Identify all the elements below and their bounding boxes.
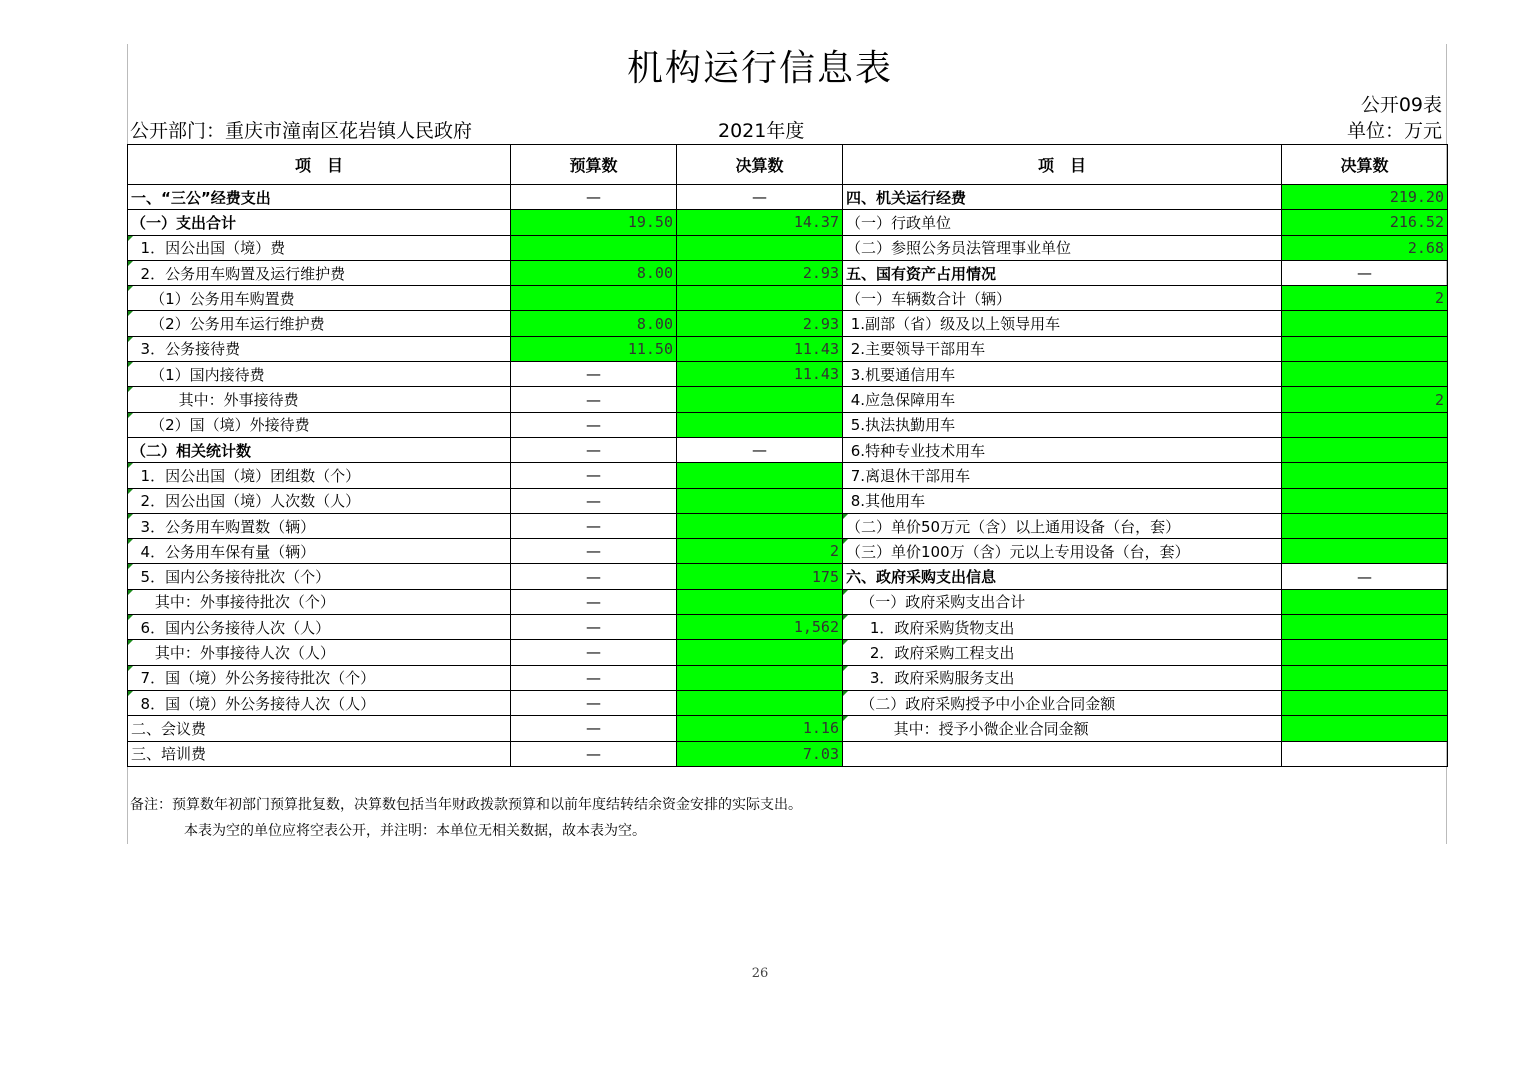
row-final-right: [1282, 615, 1448, 640]
row-item-right: 1．政府采购货物支出: [843, 615, 1282, 640]
table-row: [128, 387, 1448, 412]
row-final-right: [1282, 412, 1448, 437]
row-item-right: 4.应急保障用车: [843, 387, 1282, 412]
row-item-left: （2）国（境）外接待费: [128, 412, 511, 437]
row-final-right: 2: [1282, 387, 1448, 412]
table-row: [128, 716, 1448, 741]
row-final-left: 14.37: [677, 210, 843, 235]
row-final-left: [677, 463, 843, 488]
row-final-left: [677, 589, 843, 614]
row-item-right: 8.其他用车: [843, 488, 1282, 513]
row-final-right: 219.20: [1282, 185, 1448, 210]
row-final-right: —: [1282, 260, 1448, 285]
row-item-left: 3．公务用车购置数（辆）: [128, 513, 511, 538]
row-item-right: 其中：授予小微企业合同金额: [843, 716, 1282, 741]
row-budget: [511, 286, 677, 311]
table-row: [128, 437, 1448, 462]
row-item-left: 5．国内公务接待批次（个）: [128, 564, 511, 589]
row-final-right: 2.68: [1282, 235, 1448, 260]
row-budget: —: [511, 564, 677, 589]
row-final-right: 216.52: [1282, 210, 1448, 235]
row-item-right: （一）行政单位: [843, 210, 1282, 235]
row-budget: —: [511, 640, 677, 665]
table-row: [128, 185, 1448, 210]
row-final-right: [1282, 589, 1448, 614]
row-budget: —: [511, 615, 677, 640]
row-final-right: [1282, 690, 1448, 715]
row-budget: —: [511, 665, 677, 690]
row-item-left: 其中：外事接待批次（个）: [128, 589, 511, 614]
table-row: [128, 311, 1448, 336]
row-item-left: 1．因公出国（境）团组数（个）: [128, 463, 511, 488]
department-label: 公开部门：重庆市潼南区花岩镇人民政府: [130, 120, 473, 142]
row-budget: [511, 235, 677, 260]
table-row: [128, 336, 1448, 361]
row-final-right: [1282, 463, 1448, 488]
row-final-right: [1282, 336, 1448, 361]
row-budget: 11.50: [511, 336, 677, 361]
header-item-left: 项 目: [128, 145, 511, 185]
table-row: [128, 690, 1448, 715]
row-item-right: （二）单价50万元（含）以上通用设备（台，套）: [843, 513, 1282, 538]
row-budget: —: [511, 488, 677, 513]
row-item-right: 3.机要通信用车: [843, 362, 1282, 387]
year-label: 2021年度: [718, 120, 805, 142]
table-code: 公开09表: [1360, 94, 1442, 116]
row-item-left: 6．国内公务接待人次（人）: [128, 615, 511, 640]
row-item-left: 3．公务接待费: [128, 336, 511, 361]
row-item-right: 3．政府采购服务支出: [843, 665, 1282, 690]
row-item-right: 六、政府采购支出信息: [843, 564, 1282, 589]
header-item-right: 项 目: [843, 145, 1282, 185]
row-final-left: [677, 640, 843, 665]
row-final-right: [1282, 311, 1448, 336]
table-row: [128, 488, 1448, 513]
row-final-right: —: [1282, 564, 1448, 589]
row-budget: —: [511, 589, 677, 614]
row-item-right: （二）政府采购授予中小企业合同金额: [843, 690, 1282, 715]
row-budget: —: [511, 716, 677, 741]
row-item-left: 1．因公出国（境）费: [128, 235, 511, 260]
row-budget: —: [511, 741, 677, 766]
row-item-right: 四、机关运行经费: [843, 185, 1282, 210]
table-row: [128, 564, 1448, 589]
row-final-left: [677, 286, 843, 311]
row-final-left: 1.16: [677, 716, 843, 741]
row-budget: 8.00: [511, 260, 677, 285]
table-row: [128, 412, 1448, 437]
row-item-left: 2．公务用车购置及运行维护费: [128, 260, 511, 285]
note-1: 备注：预算数年初部门预算批复数，决算数包括当年财政拨款预算和以前年度结转结余资金安排的实际支出。: [130, 797, 802, 813]
header-budget: 预算数: [511, 145, 677, 185]
row-final-left: 2: [677, 539, 843, 564]
table-row: [128, 615, 1448, 640]
row-final-left: [677, 387, 843, 412]
row-final-left: [677, 488, 843, 513]
unit-label: 单位：万元: [1346, 120, 1442, 142]
row-item-left: 一、“三公”经费支出: [128, 185, 511, 210]
row-final-right: [1282, 539, 1448, 564]
row-final-left: [677, 412, 843, 437]
row-final-right: [1282, 640, 1448, 665]
page-number: 26: [751, 966, 769, 981]
row-item-left: 其中：外事接待人次（人）: [128, 640, 511, 665]
row-item-left: （一）支出合计: [128, 210, 511, 235]
row-final-left: 2.93: [677, 260, 843, 285]
row-final-left: [677, 665, 843, 690]
notes: [130, 792, 802, 844]
row-item-right: （一）车辆数合计（辆）: [843, 286, 1282, 311]
row-budget: —: [511, 513, 677, 538]
row-final-right: [1282, 716, 1448, 741]
row-item-right: （二）参照公务员法管理事业单位: [843, 235, 1282, 260]
row-item-left: 其中：外事接待费: [128, 387, 511, 412]
row-budget: —: [511, 387, 677, 412]
row-item-left: （1）国内接待费: [128, 362, 511, 387]
header-final-right: 决算数: [1282, 145, 1448, 185]
table-header-row: [128, 145, 1448, 185]
row-item-right: [843, 741, 1282, 766]
table-row: [128, 589, 1448, 614]
row-item-left: 4．公务用车保有量（辆）: [128, 539, 511, 564]
row-item-left: （1）公务用车购置费: [128, 286, 511, 311]
row-item-left: 三、培训费: [128, 741, 511, 766]
row-final-left: 1,562: [677, 615, 843, 640]
row-final-right: [1282, 488, 1448, 513]
row-final-left: 175: [677, 564, 843, 589]
row-final-right: [1282, 437, 1448, 462]
row-final-left: —: [677, 437, 843, 462]
row-final-left: —: [677, 185, 843, 210]
row-item-left: （2）公务用车运行维护费: [128, 311, 511, 336]
row-item-right: 五、国有资产占用情况: [843, 260, 1282, 285]
row-final-right: [1282, 741, 1448, 766]
table-row: [128, 640, 1448, 665]
row-budget: 19.50: [511, 210, 677, 235]
row-budget: —: [511, 437, 677, 462]
table-row: [128, 235, 1448, 260]
table-row: [128, 260, 1448, 285]
row-final-left: 11.43: [677, 362, 843, 387]
row-budget: —: [511, 463, 677, 488]
row-final-right: [1282, 513, 1448, 538]
row-final-right: [1282, 665, 1448, 690]
row-item-right: 7.离退休干部用车: [843, 463, 1282, 488]
row-final-left: [677, 513, 843, 538]
row-final-left: 11.43: [677, 336, 843, 361]
row-item-left: 8．国（境）外公务接待人次（人）: [128, 690, 511, 715]
table-row: [128, 513, 1448, 538]
row-item-right: 1.副部（省）级及以上领导用车: [843, 311, 1282, 336]
row-final-right: 2: [1282, 286, 1448, 311]
row-budget: —: [511, 362, 677, 387]
table-row: [128, 463, 1448, 488]
row-budget: 8.00: [511, 311, 677, 336]
row-budget: —: [511, 690, 677, 715]
table-row: [128, 362, 1448, 387]
row-item-left: 二、会议费: [128, 716, 511, 741]
row-budget: —: [511, 185, 677, 210]
table-row: [128, 741, 1448, 766]
row-item-right: （一）政府采购支出合计: [843, 589, 1282, 614]
table-row: [128, 539, 1448, 564]
row-final-left: 7.03: [677, 741, 843, 766]
table-row: [128, 210, 1448, 235]
row-item-right: 5.执法执勤用车: [843, 412, 1282, 437]
row-item-right: （三）单价100万（含）元以上专用设备（台，套）: [843, 539, 1282, 564]
row-item-right: 2.主要领导干部用车: [843, 336, 1282, 361]
row-item-left: 7．国（境）外公务接待批次（个）: [128, 665, 511, 690]
row-final-left: 2.93: [677, 311, 843, 336]
row-item-right: 6.特种专业技术用车: [843, 437, 1282, 462]
header-final-left: 决算数: [677, 145, 843, 185]
info-table: [127, 144, 1448, 767]
page-title: 机构运行信息表: [626, 48, 893, 89]
row-item-right: 2．政府采购工程支出: [843, 640, 1282, 665]
note-2: 本表为空的单位应将空表公开，并注明：本单位无相关数据，故本表为空。: [184, 823, 646, 839]
table-row: [128, 665, 1448, 690]
row-budget: —: [511, 412, 677, 437]
row-item-left: （二）相关统计数: [128, 437, 511, 462]
row-item-left: 2．因公出国（境）人次数（人）: [128, 488, 511, 513]
row-final-left: [677, 690, 843, 715]
row-budget: —: [511, 539, 677, 564]
row-final-right: [1282, 362, 1448, 387]
row-final-left: [677, 235, 843, 260]
table-row: [128, 286, 1448, 311]
